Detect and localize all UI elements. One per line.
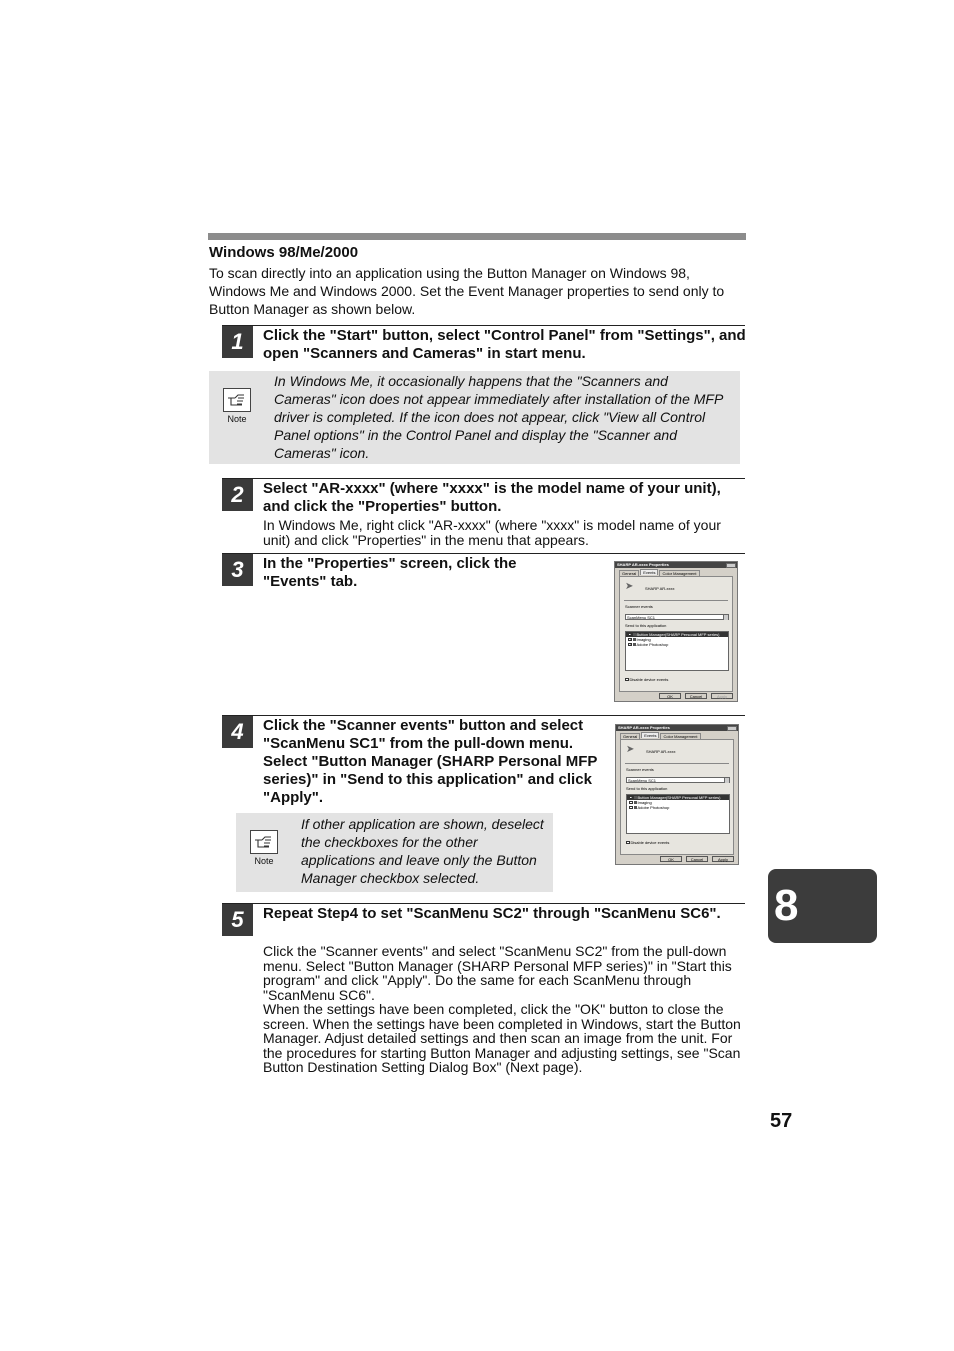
dialog-buttons [656, 856, 734, 862]
divider [625, 763, 729, 764]
step-3-number: 3 [222, 553, 253, 586]
application-list [626, 794, 730, 834]
cancel-button: Cancel [686, 856, 708, 862]
dialog-title: SHARP AR-xxxx Properties [615, 562, 737, 568]
note-1-box [209, 371, 740, 464]
step-3-rule [222, 553, 745, 554]
dialog-help-close [727, 726, 737, 731]
section-top-rule [208, 233, 746, 240]
step-2-title: Select "AR-xxxx" (where "xxxx" is the model name of your unit), and click the "Properties" button. [263, 480, 721, 515]
list-item: ✓ Button Manager(SHARP Personal MFP series) [626, 632, 728, 637]
checkbox [629, 801, 633, 805]
checkbox [626, 841, 630, 845]
cancel-button: Cancel [685, 693, 707, 699]
scanner-events-value: ScanMenu SC1 [628, 778, 657, 783]
tab-general: General [620, 733, 640, 739]
divider [624, 600, 728, 601]
note-2-box [236, 813, 553, 892]
apply-button: Apply [712, 856, 734, 862]
dialog-help-close [726, 563, 736, 568]
note-2-text: If other application are shown, deselect the checkboxes for the other applications and leave only the Button Manager checkbox selected. [301, 816, 544, 886]
checkbox [625, 678, 629, 682]
step-5-number: 5 [222, 903, 253, 936]
dialog-title: SHARP AR-xxxx Properties [616, 725, 738, 731]
properties-dialog-screenshot-1 [614, 561, 738, 702]
chapter-tab: 8 [768, 869, 877, 943]
scanner-device-icon: ➤ [625, 581, 634, 592]
dialog-buttons [655, 693, 733, 699]
step-1-rule [222, 325, 745, 326]
step-1-title: Click the "Start" button, select "Control Panel" from "Settings", and open "Scanners and Cameras" in start menu. [263, 327, 746, 362]
list-item: ✓ Button Manager(SHARP Personal MFP series) [627, 795, 729, 800]
step-5-title: Repeat Step4 to set "ScanMenu SC2" through "ScanMenu SC6". [263, 905, 721, 922]
send-to-label: Send to this application [625, 623, 667, 628]
disable-device-events: Disable device events [625, 677, 668, 682]
tab-general: General [619, 570, 639, 576]
chevron-down-icon [723, 615, 728, 620]
ok-button: OK [659, 693, 681, 699]
device-name: SHARP AR-xxxx [646, 749, 676, 754]
step-5-body-1: Click the "Scanner events" and select "ScanMenu SC2" from the pull-down menu. Select "Button Manager (SHARP Personal MFP series)" in "Start this program" and click "Apply". Do the same for each ScanMenu through "ScanMenu SC6". [263, 943, 732, 1003]
tab-events: Events [640, 569, 658, 575]
page-number: 57 [770, 1110, 793, 1132]
checkbox: ✓ [629, 637, 632, 642]
checkbox: ✓ [630, 795, 633, 800]
step-5-rule [222, 903, 745, 904]
ok-button: OK [660, 856, 682, 862]
list-item: ✓ Adobe Photoshop [629, 642, 669, 647]
device-name: SHARP AR-xxxx [645, 586, 675, 591]
disable-device-events: Disable device events [626, 840, 669, 845]
dialog-panel [619, 576, 733, 692]
checkbox: ✓ [629, 632, 632, 637]
scanner-device-icon: ➤ [626, 744, 635, 755]
app-icon [634, 801, 637, 804]
app-icon [633, 643, 636, 646]
scanner-events-label: Scanner events [626, 767, 654, 772]
scanner-events-select [626, 777, 730, 783]
app-icon [633, 633, 636, 636]
step-3-title: In the "Properties" screen, click the "Events" tab. [263, 555, 517, 590]
application-list [625, 631, 729, 671]
send-to-label: Send to this application [626, 786, 668, 791]
list-item: ✓ Imaging [629, 637, 651, 642]
note-1-text: In Windows Me, it occasionally happens that the "Scanners and Cameras" icon does not appear immediately after installation of the MFP driver is completed. If the icon does not appear, click "View all Control Panel options" in the Control Panel and display the "Scanner and Cameras" icon. [274, 373, 723, 461]
chevron-down-icon [724, 778, 729, 783]
pointing-hand-icon [250, 830, 278, 854]
tab-color-management: Color Management [660, 733, 700, 739]
scanner-events-value: ScanMenu SC1 [627, 615, 656, 620]
tab-events: Events [641, 732, 659, 738]
pointing-hand-icon [223, 388, 251, 412]
properties-dialog-screenshot-2 [615, 724, 739, 865]
app-icon [634, 806, 637, 809]
step-2-number: 2 [222, 478, 253, 511]
scanner-events-select [625, 614, 729, 620]
step-2-body: In Windows Me, right click "AR-xxxx" (where "xxxx" is model name of your unit) and click "Properties" in the menu that appears. [263, 517, 721, 548]
step-4-rule [222, 715, 745, 716]
apply-button: Apply [711, 693, 733, 699]
scanner-events-label: Scanner events [625, 604, 653, 609]
dialog-panel [620, 739, 734, 855]
app-icon [634, 796, 637, 799]
section-title: Windows 98/Me/2000 [209, 244, 359, 261]
step-5-body-2: When the settings have been completed, click the "OK" button to close the screen. When the settings have been completed in Windows, start the Button Manager. Adjust detailed settings and then scan an image from the unit. For the procedures for starting Button Manager and adjusting settings, see "Scan Button Destination Setting Dialog Box" (Next page). [263, 1001, 741, 1075]
step-2-rule [222, 478, 745, 479]
checkbox: ✓ [629, 642, 632, 647]
tab-color-management: Color Management [659, 570, 699, 576]
step-4-title: Click the "Scanner events" button and select "ScanMenu SC1" from the pull-down menu. Select "Button Manager (SHARP Personal MFP series)" in "Send to this application" and click "Apply". [263, 717, 598, 806]
checkbox [629, 806, 633, 810]
step-4-number: 4 [222, 715, 253, 748]
section-intro: To scan directly into an application using the Button Manager on Windows 98, Windows Me and Windows 2000. Set the Event Manager properties to send only to Button Manager as shown below. [209, 265, 725, 317]
list-item: Adobe Photoshop [627, 805, 729, 810]
list-item: Imaging [627, 800, 729, 805]
note-1-label: Note [227, 414, 247, 424]
app-icon [633, 638, 636, 641]
step-1-number: 1 [222, 325, 253, 358]
note-2-label: Note [254, 856, 274, 866]
